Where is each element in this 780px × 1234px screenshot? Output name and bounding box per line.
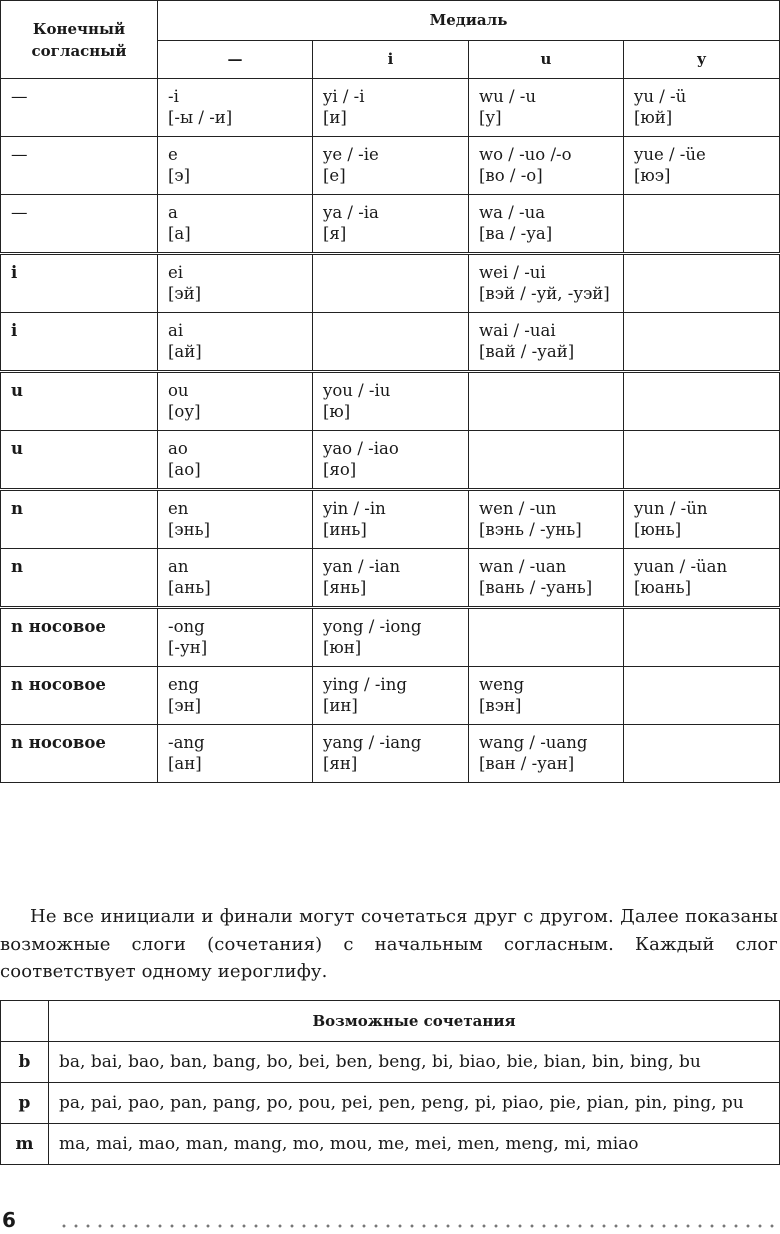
syllable-cell (313, 431, 469, 490)
table-row (1, 79, 780, 137)
pinyin-text: eng (168, 675, 199, 694)
table-row (1, 1042, 780, 1083)
table-row (1, 372, 780, 431)
syllable-cell (624, 254, 780, 313)
pinyin-text: ye / -ie (323, 145, 379, 164)
pinyin-text: wang / -uang (479, 733, 588, 752)
pinyin-text: wen / -un (479, 499, 557, 518)
final-consonant-cell: n (1, 549, 158, 608)
transcription-text: [е] (323, 166, 346, 185)
syllable-cell (624, 313, 780, 372)
syllable-cell (313, 725, 469, 783)
final-consonant-cell: n носовое (1, 608, 158, 667)
table-row (1, 1124, 780, 1165)
syllable-cell (469, 725, 624, 783)
pinyin-text: weng (479, 675, 525, 694)
transcription-text: [вань / -уань] (479, 578, 593, 597)
syllable-cell (624, 79, 780, 137)
transcription-text: [у] (479, 108, 502, 127)
syllable-cell (469, 608, 624, 667)
syllable-cell (624, 372, 780, 431)
transcription-text: [э] (168, 166, 191, 185)
pinyin-text: ai (168, 321, 184, 340)
transcription-text: [во / -о] (479, 166, 543, 185)
pinyin-text: ao (168, 439, 188, 458)
syllable-cell (313, 137, 469, 195)
header-medial: Медиаль (158, 1, 780, 41)
transcription-text: [юй] (634, 108, 673, 127)
dotted-leader (58, 1224, 780, 1228)
transcription-text: [а] (168, 224, 191, 243)
pinyin-text: yin / -in (323, 499, 386, 518)
pinyin-text: wo / -uo /-o (479, 145, 572, 164)
pinyin-text: you / -iu (323, 381, 391, 400)
pinyin-text: yi / -i (323, 87, 365, 106)
syllable-cell (158, 254, 313, 313)
transcription-text: [янь] (323, 578, 367, 597)
syllable-cell (469, 549, 624, 608)
table-row (1, 490, 780, 549)
syllable-cell (469, 431, 624, 490)
syllable-cell (158, 79, 313, 137)
transcription-text: [и] (323, 108, 347, 127)
transcription-text: [ай] (168, 342, 202, 361)
table-row (1, 549, 780, 608)
table-row (1, 313, 780, 372)
syllable-cell (469, 195, 624, 254)
syllable-cell (313, 608, 469, 667)
syllable-cell (313, 372, 469, 431)
final-consonant-cell: — (1, 137, 158, 195)
initial-cell: m (1, 1124, 49, 1165)
initial-cell: b (1, 1042, 49, 1083)
transcription-text: [ань] (168, 578, 211, 597)
transcription-text: [эн] (168, 696, 202, 715)
final-consonant-cell: n носовое (1, 725, 158, 783)
syllable-cell (624, 195, 780, 254)
pinyin-text: -i (168, 87, 179, 106)
final-consonant-cell: — (1, 79, 158, 137)
header-final-consonant: Конечный согласный (1, 1, 158, 79)
final-consonant-cell: — (1, 195, 158, 254)
transcription-text: [эй] (168, 284, 202, 303)
syllable-cell (624, 490, 780, 549)
syllables-cell: ma, mai, mao, man, mang, mo, mou, me, mei, men, meng, mi, miao (49, 1124, 780, 1165)
syllable-cell (469, 79, 624, 137)
transcription-text: [юэ] (634, 166, 671, 185)
table-row (1, 725, 780, 783)
combos-header-empty (1, 1001, 49, 1042)
transcription-text: [яо] (323, 460, 357, 479)
table-row (1, 1083, 780, 1124)
transcription-text: [вэй / -уй, -уэй] (479, 284, 610, 303)
syllable-cell (624, 608, 780, 667)
pinyin-text: ya / -ia (323, 203, 379, 222)
transcription-text: [ан] (168, 754, 202, 773)
pinyin-text: yu / -ü (634, 87, 687, 106)
transcription-text: [ва / -уа] (479, 224, 553, 243)
transcription-text: [юнь] (634, 520, 682, 539)
syllable-cell (158, 725, 313, 783)
pinyin-text: wu / -u (479, 87, 537, 106)
pinyin-text: wai / -uai (479, 321, 556, 340)
syllable-cell (158, 431, 313, 490)
syllable-cell (313, 254, 469, 313)
pinyin-text: yuan / -üan (634, 557, 728, 576)
pinyin-text: yun / -ün (634, 499, 708, 518)
syllable-cell (469, 254, 624, 313)
table-row (1, 254, 780, 313)
pinyin-text: yang / -iang (323, 733, 422, 752)
final-consonant-cell: i (1, 254, 158, 313)
syllable-cell (313, 195, 469, 254)
syllable-cell (313, 549, 469, 608)
transcription-text: [юань] (634, 578, 692, 597)
pinyin-text: wei / -ui (479, 263, 546, 282)
transcription-text: [вай / -уай] (479, 342, 575, 361)
transcription-text: [инь] (323, 520, 367, 539)
syllable-cell (469, 667, 624, 725)
syllable-cell (158, 372, 313, 431)
syllable-cell (624, 725, 780, 783)
transcription-text: [энь] (168, 520, 211, 539)
final-consonant-cell: i (1, 313, 158, 372)
pinyin-text: e (168, 145, 178, 164)
medial-header-0: — (158, 41, 313, 79)
syllable-cell (313, 667, 469, 725)
medial-header-3: y (624, 41, 780, 79)
transcription-text: [ван / -уан] (479, 754, 575, 773)
syllable-cell (158, 137, 313, 195)
pinyin-text: yan / -ian (323, 557, 401, 576)
pinyin-text: -ong (168, 617, 205, 636)
transcription-text: [-ы / -и] (168, 108, 233, 127)
intro-paragraph: Не все инициали и финали могут сочетаться друг с другом. Далее показаны возможные слоги (сочетания) с начальным согласным. Каждый слог соответствует одному иероглифу. (0, 906, 778, 982)
pinyin-text: yong / -iong (323, 617, 422, 636)
pinyin-text: en (168, 499, 189, 518)
medial-header-1: i (313, 41, 469, 79)
pinyin-text: ou (168, 381, 189, 400)
pinyin-text: yao / -iao (323, 439, 399, 458)
pinyin-text: -ang (168, 733, 205, 752)
transcription-text: [-ун] (168, 638, 208, 657)
pinyin-text: ei (168, 263, 184, 282)
transcription-text: [ао] (168, 460, 201, 479)
syllable-cell (158, 549, 313, 608)
transcription-text: [юн] (323, 638, 362, 657)
final-consonant-cell: u (1, 372, 158, 431)
syllable-cell (313, 490, 469, 549)
transcription-text: [ю] (323, 402, 351, 421)
syllable-cell (158, 608, 313, 667)
transcription-text: [ин] (323, 696, 358, 715)
pinyin-text: ying / -ing (323, 675, 407, 694)
page-footer (0, 1210, 780, 1234)
combinations-table (0, 1000, 780, 1165)
table-row (1, 431, 780, 490)
syllable-cell (313, 313, 469, 372)
final-consonant-cell: n носовое (1, 667, 158, 725)
transcription-text: [ян] (323, 754, 358, 773)
pinyin-text: yue / -üe (634, 145, 706, 164)
transcription-text: [оу] (168, 402, 201, 421)
pinyin-text: wa / -ua (479, 203, 546, 222)
transcription-text: [я] (323, 224, 347, 243)
syllable-cell (469, 137, 624, 195)
syllable-cell (624, 431, 780, 490)
table-row (1, 137, 780, 195)
syllable-cell (469, 313, 624, 372)
syllable-cell (158, 667, 313, 725)
pinyin-text: wan / -uan (479, 557, 567, 576)
syllable-cell (313, 79, 469, 137)
syllables-cell: ba, bai, bao, ban, bang, bo, bei, ben, beng, bi, biao, bie, bian, bin, bing, bu (49, 1042, 780, 1083)
syllable-cell (469, 372, 624, 431)
syllable-cell (624, 667, 780, 725)
syllable-cell (158, 490, 313, 549)
medial-header-2: u (469, 41, 624, 79)
transcription-text: [вэн] (479, 696, 522, 715)
combos-header: Возможные сочетания (49, 1001, 780, 1042)
table-row (1, 608, 780, 667)
final-consonant-cell: u (1, 431, 158, 490)
syllables-cell: pa, pai, pao, pan, pang, po, pou, pei, pen, peng, pi, piao, pie, pian, pin, ping, pu (49, 1083, 780, 1124)
final-consonant-cell: n (1, 490, 158, 549)
syllable-cell (624, 137, 780, 195)
pinyin-text: a (168, 203, 178, 222)
syllable-cell (158, 313, 313, 372)
page-number: 6 (2, 1208, 16, 1232)
syllable-cell (158, 195, 313, 254)
table-row (1, 195, 780, 254)
initial-cell: p (1, 1083, 49, 1124)
pinyin-text: an (168, 557, 189, 576)
syllable-cell (469, 490, 624, 549)
table-row (1, 667, 780, 725)
transcription-text: [вэнь / -унь] (479, 520, 582, 539)
syllable-cell (624, 549, 780, 608)
